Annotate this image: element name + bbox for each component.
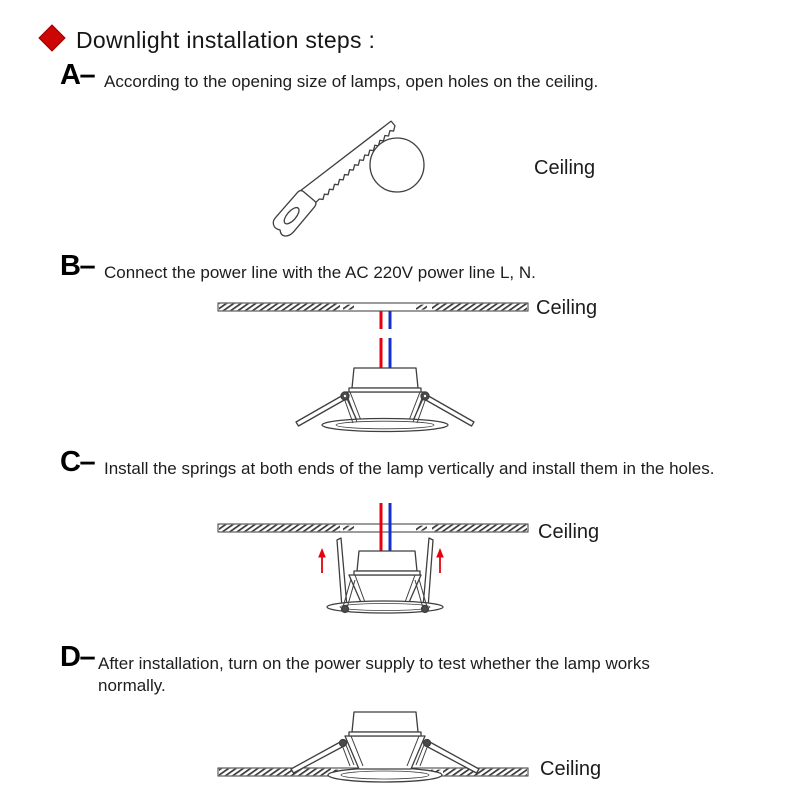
power-wires-icon (381, 311, 390, 368)
step-a-line-1: According to the opening size of lamps, open holes on the ceiling. (104, 72, 599, 91)
ceiling-label-a: Ceiling (534, 157, 596, 179)
step-b-illustration (215, 295, 535, 440)
step-c-description (104, 458, 714, 480)
step-b-marker: B– (60, 250, 95, 282)
ceiling-label-b: Ceiling (536, 297, 598, 319)
step-d-line-1: After installation, turn on the power supply to test whether the lamp works (98, 654, 650, 673)
step-d-illustration (215, 700, 535, 792)
page-title: Downlight installation steps : (76, 27, 376, 53)
step-d-marker: D– (60, 641, 95, 673)
trim-ring-icon (328, 768, 442, 782)
red-diamond-icon (38, 24, 66, 52)
step-c-marker: C– (60, 446, 95, 478)
step-d-line-2: normally. (98, 676, 166, 695)
ceiling-cross-section (218, 303, 528, 311)
step-c-illustration (215, 495, 535, 625)
step-a-description (104, 71, 598, 93)
step-c-line-1: Install the springs at both ends of the lamp vertically and install them in the holes. (104, 459, 715, 478)
ceiling-label-c: Ceiling (538, 521, 600, 543)
step-d-description (98, 653, 718, 697)
ceiling-label-d: Ceiling (540, 758, 602, 780)
step-a-marker: A– (60, 59, 95, 91)
cut-hole-icon (370, 138, 424, 192)
step-b-description (104, 262, 536, 284)
downlight-lamp-icon (327, 538, 443, 613)
downlight-lamp-icon (296, 368, 474, 432)
ceiling-cross-section (218, 524, 528, 532)
step-b-line-1: Connect the power line with the AC 220V power line L, N. (104, 263, 536, 282)
step-a-illustration (265, 112, 435, 244)
